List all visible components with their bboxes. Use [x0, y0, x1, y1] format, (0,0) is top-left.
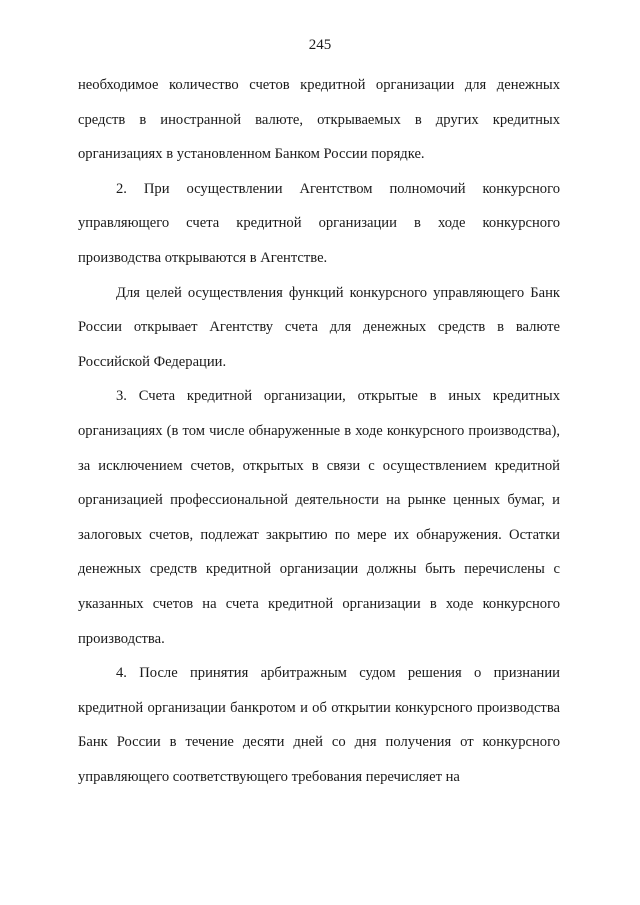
paragraph-2: 2. При осуществлении Агентством полномочий конкурсного управляющего счета кредитной организации в ходе конкурсного производства открываются в Агентстве.	[78, 180, 560, 266]
document-body	[78, 68, 560, 794]
page-number: 245	[308, 37, 332, 53]
paragraph-2-continued: Для целей осуществления функций конкурсного управляющего Банк России открывает Агентству счета для денежных средств в валюте Российской Федерации.	[78, 284, 560, 370]
paragraph-4: 4. После принятия арбитражным судом решения о признании кредитной организации банкротом и об открытии конкурсного производства Банк России в течение десяти дней со дня получения от конкурсного управляющего соответствующего требования перечисляет на	[78, 665, 560, 785]
paragraph-3: 3. Счета кредитной организации, открытые в иных кредитных организациях (в том числе обнаруженные в ходе конкурсного производства), за исключением счетов, открытых в связи с осуществлением кредитной организацией профессиональной деятельности на рынке ценных бумаг, и залоговых счетов, подлежат закрытию по мере их обнаружения. Остатки денежных средств кредитной организации должны быть перечислены с указанных счетов на счета кредитной организации в ходе конкурсного производства.	[78, 388, 560, 647]
paragraph-continuation: необходимое количество счетов кредитной организации для денежных средств в иностранной валюте, открываемых в других кредитных организациях в установленном Банком России порядке.	[78, 77, 560, 163]
